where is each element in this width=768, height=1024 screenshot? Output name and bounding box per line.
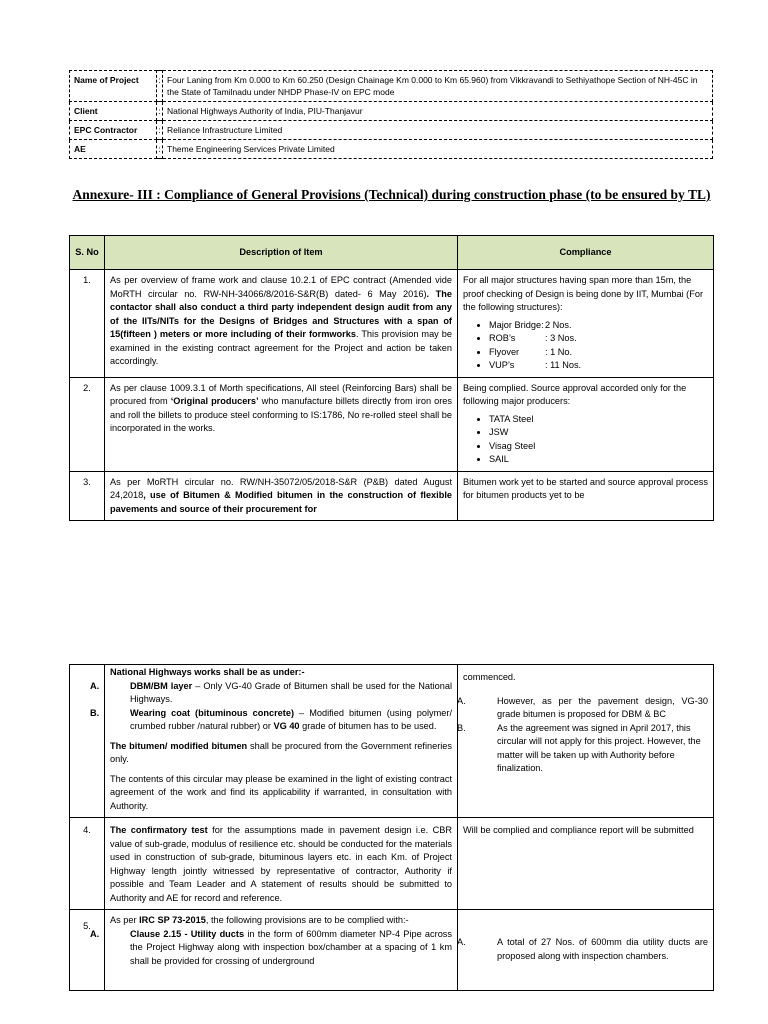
row-description bbox=[105, 818, 458, 910]
info-colon: : bbox=[157, 71, 163, 102]
row-description bbox=[105, 377, 458, 471]
table-row bbox=[70, 377, 714, 471]
compliance-text: For all major structures having span more than 15m, the proof checking of Design is being done by IIT, Mumbai (For the following structures): bbox=[463, 275, 704, 312]
sub-item bbox=[90, 680, 452, 707]
row-number: 1. bbox=[70, 270, 105, 378]
item-label: A. bbox=[90, 928, 100, 939]
row-compliance: Will be complied and compliance report will be submitted bbox=[458, 818, 714, 910]
info-key: AE bbox=[70, 140, 157, 159]
list-item: • JSW bbox=[489, 426, 708, 440]
desc-lead: National Highways works shall be as under:- bbox=[110, 667, 305, 677]
compliance-item bbox=[457, 722, 708, 776]
row-description bbox=[105, 471, 458, 521]
sub-item bbox=[90, 707, 452, 734]
desc-bold-text: The confirmatory test bbox=[110, 825, 208, 835]
item-label: B. bbox=[90, 707, 100, 718]
item-text: – Only VG-40 Grade of Bitumen shall be used for the National Highways. bbox=[130, 680, 452, 704]
desc-text: . This provision may be examined in the existing contract agreement for the Project and action be taken accordingly. bbox=[110, 329, 452, 366]
item-value: : 3 Nos. bbox=[545, 333, 577, 343]
desc-bold-text: ‘Original producers’ bbox=[170, 396, 259, 406]
list-item bbox=[489, 346, 708, 360]
desc-bold-text: IRC SP 73-2015 bbox=[139, 915, 206, 925]
list-item: • SAIL bbox=[489, 453, 708, 467]
desc-text: , the following provisions are to be complied with:- bbox=[205, 915, 409, 925]
info-row bbox=[70, 140, 713, 159]
item-bold: Clause 2.15 - Utility ducts bbox=[130, 928, 245, 939]
table-row bbox=[70, 471, 714, 521]
row-compliance bbox=[458, 910, 714, 991]
item-text: – Modified bitumen (using polymer/ crumbed rubber /natural rubber) or bbox=[130, 707, 452, 731]
compliance-text: Being complied. Source approval accorded only for the following major producers: bbox=[463, 382, 687, 406]
structure-list bbox=[463, 319, 708, 373]
project-info-table bbox=[69, 70, 713, 159]
item-value: 2 Nos. bbox=[545, 319, 572, 330]
item-bold: DBM/BM layer bbox=[130, 680, 193, 691]
info-key: Name of Project bbox=[70, 71, 157, 102]
info-row bbox=[70, 102, 713, 121]
item-text: in the form of 600mm diameter NP-4 Pipe across the Project Highway along with inspection box/chamber at a spacing of 1 km shall be provided for crossing of underground bbox=[130, 928, 452, 966]
info-value: Four Laning from Km 0.000 to Km 60.250 (Design Chainage Km 0.000 to Km 65.960) from Vikkravandi to Sethiyathope Section of NH-45C in the State of Tamilnadu under NHDP Phase-IV on EPC mode bbox=[163, 71, 713, 102]
header-sno: S. No bbox=[70, 236, 105, 270]
item-label: A. bbox=[457, 695, 466, 706]
desc-bold-text: , use of Bitumen & Modified bitumen in the construction of flexible pavements and source of their procurement for bbox=[110, 490, 452, 514]
table-header-row bbox=[70, 236, 714, 270]
compliance-table bbox=[69, 235, 714, 521]
compliance-item bbox=[457, 695, 708, 722]
info-row bbox=[70, 71, 713, 102]
item-text: As the agreement was signed in April 2017, this circular will not apply for this project. However, the matter will be taken up with Authority before finalization. bbox=[497, 722, 701, 773]
desc-text: As per bbox=[110, 915, 140, 925]
producer-list bbox=[463, 413, 708, 467]
info-value: National Highways Authority of India, PIU-Thanjavur bbox=[163, 102, 713, 121]
item-label: A. bbox=[457, 937, 466, 947]
info-colon: : bbox=[157, 140, 163, 159]
table-row bbox=[70, 910, 714, 991]
compliance-item bbox=[457, 936, 708, 963]
list-item: • Visag Steel bbox=[489, 440, 708, 454]
item-value: : 11 Nos. bbox=[545, 360, 582, 370]
compliance-text: commenced. bbox=[463, 672, 516, 682]
row-number bbox=[70, 665, 105, 818]
desc-paragraph bbox=[110, 740, 452, 767]
item-label: A. bbox=[90, 680, 100, 691]
row-compliance bbox=[458, 665, 714, 818]
row-compliance bbox=[458, 270, 714, 378]
info-key: EPC Contractor bbox=[70, 121, 157, 140]
list-item bbox=[489, 319, 708, 333]
item-name: Major Bridge: bbox=[489, 319, 544, 330]
desc-bold-text: . The contactor shall also conduct a third party independent design audit from any of the IITs/NITs for the Designs of Bridges and Structures with a span of 15(fifteen ) meters or more including of their formworks bbox=[110, 288, 452, 339]
info-value: Reliance Infrastructure Limited bbox=[163, 121, 713, 140]
table-row bbox=[70, 270, 714, 378]
sub-item bbox=[90, 928, 452, 969]
row-description bbox=[90, 910, 458, 991]
item-name: ROB’s bbox=[489, 333, 516, 343]
item-value: : 1 No. bbox=[545, 346, 573, 357]
table-row bbox=[70, 818, 714, 910]
row-compliance bbox=[458, 377, 714, 471]
item-text: A total of 27 Nos. of 600mm dia utility ducts are proposed along with inspection chambers. bbox=[497, 937, 708, 961]
desc-text: As per clause 1009.3.1 of Morth specifications, All steel (Reinforcing Bars) shall be procured from bbox=[110, 382, 452, 406]
item-name: VUP’s bbox=[489, 360, 515, 370]
header-compliance: Compliance bbox=[458, 236, 714, 270]
item-bold: Wearing coat (bituminous concrete) bbox=[130, 707, 295, 718]
row-description bbox=[90, 665, 458, 818]
row-number: 3. bbox=[70, 471, 105, 521]
row-number: 2. bbox=[70, 377, 105, 471]
desc-text: As per overview of frame work and clause 10.2.1 of EPC contract (Amended vide MoRTH circular no. RW-NH-34066/8/2016-S&R(B) dated- 6 May 2016) bbox=[110, 275, 452, 299]
item-text: However, as per the pavement design, VG-30 grade bitumen is proposed for DBM & BC bbox=[497, 695, 708, 719]
desc-text: shall be procured from the Government refineries only. bbox=[110, 740, 453, 764]
item-bold: VG 40 bbox=[273, 721, 300, 731]
compliance-table-continued bbox=[69, 664, 714, 991]
item-name: Flyover bbox=[489, 346, 520, 357]
row-number: 5. bbox=[70, 910, 105, 991]
desc-paragraph: The contents of this circular may please be examined in the light of existing contract agreement of the work and find its applicability if warranted, in consultation with Authority. bbox=[110, 773, 452, 811]
item-label: B. bbox=[457, 722, 466, 733]
desc-text: for the assumptions made in pavement design i.e. CBR value of sub-grade, modulus of resilience etc. should be conducted for the materials used in construction of sub-grade, bituminous layers etc. in each Km. of Project Highway length jointly witnessed by representative of contractor, Authority if possible and Team Leader and A statement of results should be submitted to Authority and AE for record and reference. bbox=[110, 825, 452, 903]
table-row bbox=[70, 665, 714, 818]
list-item bbox=[489, 332, 708, 346]
list-item: • TATA Steel bbox=[489, 413, 708, 427]
info-colon: : bbox=[157, 121, 163, 140]
info-value: Theme Engineering Services Private Limited bbox=[163, 140, 713, 159]
desc-paragraph bbox=[110, 914, 452, 928]
list-item bbox=[489, 359, 708, 373]
info-key: Client bbox=[70, 102, 157, 121]
row-compliance: Bitumen work yet to be started and source approval process for bitumen products yet to be bbox=[458, 471, 714, 521]
item-text: grade of bitumen has to be used. bbox=[299, 721, 437, 731]
info-colon: : bbox=[157, 102, 163, 121]
annexure-title: Annexure- III : Compliance of General Provisions (Technical) during construction phase (to be ensured by TL) bbox=[72, 187, 711, 202]
desc-text: As per MoRTH circular no. RW/NH-35072/05/2018-S&R (P&B) dated August 24,2018 bbox=[110, 476, 452, 500]
desc-text: who manufacture billets directly from iron ores and roll the billets to produce steel conforming to IS:1786, No re-rolled steel shall be incorporated in the works. bbox=[110, 396, 453, 433]
desc-bold-text: The bitumen/ modified bitumen bbox=[110, 740, 248, 751]
row-number: 4. bbox=[70, 818, 105, 910]
row-description bbox=[105, 270, 458, 378]
info-row bbox=[70, 121, 713, 140]
header-description: Description of Item bbox=[105, 236, 458, 270]
